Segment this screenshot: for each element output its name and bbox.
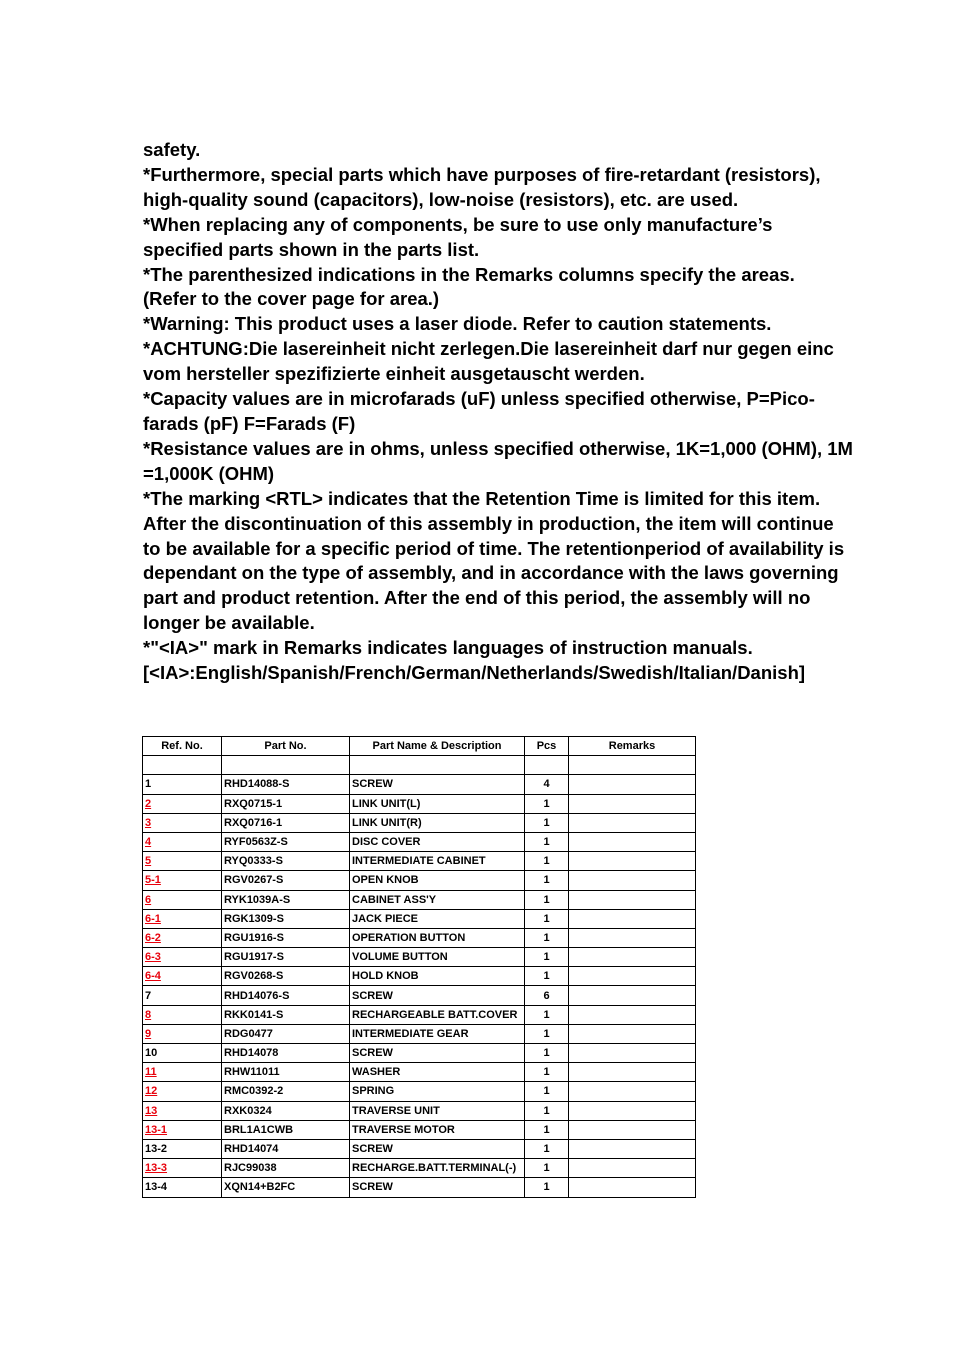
table-row — [143, 1024, 696, 1043]
cell-part-no: XQN14+B2FC — [222, 1178, 350, 1197]
cell-pcs: 1 — [525, 1044, 569, 1063]
cell-part-name: LINK UNIT(R) — [350, 813, 525, 832]
table-row — [143, 832, 696, 851]
cell-ref-no — [143, 794, 222, 813]
cell-ref-no — [143, 1082, 222, 1101]
cell-part-name: OPERATION BUTTON — [350, 928, 525, 947]
note-line: *Furthermore, special parts which have purposes of fire-retardant (resistors), — [143, 163, 821, 185]
cell-part-name: SCREW — [350, 1139, 525, 1158]
cell-part-name: INTERMEDIATE GEAR — [350, 1024, 525, 1043]
cell-pcs: 1 — [525, 832, 569, 851]
cell-ref-no — [143, 1120, 222, 1139]
note-line: *Resistance values are in ohms, unless specified otherwise, 1K=1,000 (OHM), 1M — [143, 437, 853, 459]
cell-remarks — [569, 1120, 696, 1139]
cell-part-name: RECHARGE.BATT.TERMINAL(-) — [350, 1159, 525, 1178]
cell-remarks — [569, 948, 696, 967]
cell-remarks — [569, 832, 696, 851]
cell-part-no: RHW11011 — [222, 1063, 350, 1082]
cell-part-no: RKK0141-S — [222, 1005, 350, 1024]
cell-part-no: RHD14088-S — [222, 775, 350, 794]
cell-part-name: INTERMEDIATE CABINET — [350, 852, 525, 871]
cell-part-name: SPRING — [350, 1082, 525, 1101]
note-line: (Refer to the cover page for area.) — [143, 288, 440, 310]
note-line: *Capacity values are in microfarads (uF) unless specified otherwise, P=Pico- — [143, 388, 815, 410]
cell-ref-no — [143, 1063, 222, 1082]
cell-pcs — [525, 756, 569, 775]
ref-no-link[interactable]: 8 — [145, 1008, 152, 1021]
cell-remarks — [569, 1101, 696, 1120]
table-row — [143, 1005, 696, 1024]
cell-pcs: 1 — [525, 890, 569, 909]
cell-part-no: RYF0563Z-S — [222, 832, 350, 851]
cell-part-name: TRAVERSE UNIT — [350, 1101, 525, 1120]
cell-remarks — [569, 1178, 696, 1197]
cell-remarks — [569, 813, 696, 832]
table-row — [143, 1063, 696, 1082]
cell-part-no — [222, 756, 350, 775]
note-line: =1,000K (OHM) — [143, 462, 275, 484]
note-line: dependant on the type of assembly, and in accordance with the laws governing — [143, 562, 839, 584]
cell-part-no: BRL1A1CWB — [222, 1120, 350, 1139]
cell-ref-no — [143, 928, 222, 947]
cell-ref-no: 10 — [143, 1044, 222, 1063]
cell-pcs: 4 — [525, 775, 569, 794]
table-row — [143, 967, 696, 986]
header-pcs: Pcs — [525, 737, 569, 756]
ref-no-link[interactable]: 3 — [145, 816, 152, 829]
header-part-name: Part Name & Description — [350, 737, 525, 756]
cell-remarks — [569, 1063, 696, 1082]
cell-part-no: RJC99038 — [222, 1159, 350, 1178]
cell-part-no: RGV0268-S — [222, 967, 350, 986]
ref-no-link[interactable]: 9 — [145, 1027, 152, 1040]
cell-ref-no — [143, 967, 222, 986]
cell-part-no: RYK1039A-S — [222, 890, 350, 909]
cell-ref-no: 13-4 — [143, 1178, 222, 1197]
ref-no-link[interactable]: 6-4 — [145, 970, 161, 983]
header-ref-no: Ref. No. — [143, 737, 222, 756]
notes-block — [143, 138, 883, 686]
cell-part-no: RXK0324 — [222, 1101, 350, 1120]
cell-part-name: HOLD KNOB — [350, 967, 525, 986]
cell-pcs: 1 — [525, 1120, 569, 1139]
cell-part-no: RYQ0333-S — [222, 852, 350, 871]
table-row — [143, 1101, 696, 1120]
note-line: farads (pF) F=Farads (F) — [143, 412, 356, 434]
table-row — [143, 756, 696, 775]
table-row — [143, 928, 696, 947]
table-row — [143, 948, 696, 967]
cell-remarks — [569, 871, 696, 890]
cell-part-no: RHD14078 — [222, 1044, 350, 1063]
ref-no-link[interactable]: 6-3 — [145, 951, 161, 964]
cell-part-name: OPEN KNOB — [350, 871, 525, 890]
cell-ref-no — [143, 756, 222, 775]
cell-remarks — [569, 890, 696, 909]
cell-part-name: SCREW — [350, 1178, 525, 1197]
ref-no-link[interactable]: 6-2 — [145, 931, 161, 944]
note-line: safety. — [143, 139, 201, 160]
cell-part-name: LINK UNIT(L) — [350, 794, 525, 813]
ref-no-link[interactable]: 6-1 — [145, 912, 161, 925]
note-line: *The marking <RTL> indicates that the Retention Time is limited for this item. — [143, 487, 821, 509]
cell-remarks — [569, 1005, 696, 1024]
table-row — [143, 1159, 696, 1178]
cell-part-no: RGK1309-S — [222, 909, 350, 928]
ref-no-link[interactable]: 5 — [145, 855, 152, 868]
cell-part-no: RGV0267-S — [222, 871, 350, 890]
cell-remarks — [569, 1024, 696, 1043]
cell-ref-no — [143, 909, 222, 928]
cell-pcs: 1 — [525, 1159, 569, 1178]
ref-no-link[interactable]: 4 — [145, 836, 152, 849]
cell-pcs: 1 — [525, 794, 569, 813]
table-row — [143, 909, 696, 928]
cell-pcs: 1 — [525, 909, 569, 928]
cell-part-name: VOLUME BUTTON — [350, 948, 525, 967]
cell-remarks — [569, 775, 696, 794]
cell-part-no: RHD14074 — [222, 1139, 350, 1158]
cell-remarks — [569, 1044, 696, 1063]
cell-ref-no — [143, 852, 222, 871]
cell-ref-no: 1 — [143, 775, 222, 794]
cell-pcs: 1 — [525, 1101, 569, 1120]
cell-remarks — [569, 928, 696, 947]
cell-ref-no — [143, 1101, 222, 1120]
cell-pcs: 6 — [525, 986, 569, 1005]
ref-no-link[interactable]: 5-1 — [145, 874, 161, 887]
parts-table-body — [143, 756, 696, 1197]
cell-remarks — [569, 852, 696, 871]
ref-no-link[interactable]: 13 — [145, 1104, 158, 1117]
cell-pcs: 1 — [525, 1024, 569, 1043]
cell-part-name — [350, 756, 525, 775]
cell-part-no: RXQ0715-1 — [222, 794, 350, 813]
cell-pcs: 1 — [525, 813, 569, 832]
cell-remarks — [569, 967, 696, 986]
cell-ref-no — [143, 948, 222, 967]
note-line: *Warning: This product uses a laser diode. Refer to caution statements. — [143, 313, 772, 335]
cell-part-name: RECHARGEABLE BATT.COVER — [350, 1005, 525, 1024]
header-remarks: Remarks — [569, 737, 696, 756]
cell-pcs: 1 — [525, 1139, 569, 1158]
note-line: After the discontinuation of this assembly in production, the item will continue — [143, 512, 834, 534]
table-row — [143, 813, 696, 832]
cell-ref-no — [143, 871, 222, 890]
table-row — [143, 1139, 696, 1158]
cell-part-name: SCREW — [350, 986, 525, 1005]
note-line: *The parenthesized indications in the Remarks columns specify the areas. — [143, 263, 795, 285]
ref-no-link[interactable]: 13-3 — [145, 1162, 168, 1175]
cell-remarks — [569, 1082, 696, 1101]
note-line: *When replacing any of components, be sure to use only manufacture’s — [143, 213, 773, 235]
cell-pcs: 1 — [525, 1005, 569, 1024]
cell-part-name: WASHER — [350, 1063, 525, 1082]
cell-remarks — [569, 909, 696, 928]
note-line: longer be available. — [143, 612, 315, 634]
table-row — [143, 1082, 696, 1101]
cell-pcs: 1 — [525, 1082, 569, 1101]
table-row — [143, 1120, 696, 1139]
cell-remarks — [569, 1139, 696, 1158]
cell-part-no: RXQ0716-1 — [222, 813, 350, 832]
ref-no-link[interactable]: 13-1 — [145, 1123, 168, 1136]
cell-part-name: DISC COVER — [350, 832, 525, 851]
cell-pcs: 1 — [525, 1178, 569, 1197]
cell-pcs: 1 — [525, 1063, 569, 1082]
table-row — [143, 775, 696, 794]
cell-ref-no — [143, 832, 222, 851]
cell-pcs: 1 — [525, 948, 569, 967]
cell-pcs: 1 — [525, 871, 569, 890]
cell-part-no: RMC0392-2 — [222, 1082, 350, 1101]
cell-remarks — [569, 986, 696, 1005]
cell-ref-no — [143, 1024, 222, 1043]
cell-part-no: RGU1916-S — [222, 928, 350, 947]
note-line: specified parts shown in the parts list. — [143, 238, 480, 260]
cell-part-name: SCREW — [350, 775, 525, 794]
ref-no-link[interactable]: 6 — [145, 893, 152, 906]
note-line: *ACHTUNG:Die lasereinheit nicht zerlegen.Die lasereinheit darf nur gegen einc — [143, 338, 834, 360]
cell-ref-no — [143, 890, 222, 909]
note-line: [<IA>:English/Spanish/French/German/Netherlands/Swedish/Italian/Danish] — [143, 662, 806, 684]
cell-pcs: 1 — [525, 967, 569, 986]
table-row — [143, 1178, 696, 1197]
table-row — [143, 890, 696, 909]
ref-no-link[interactable]: 12 — [145, 1085, 158, 1098]
cell-part-name: JACK PIECE — [350, 909, 525, 928]
table-row — [143, 986, 696, 1005]
table-row — [143, 871, 696, 890]
cell-ref-no: 7 — [143, 986, 222, 1005]
table-row — [143, 794, 696, 813]
table-header-row — [143, 737, 696, 756]
cell-pcs: 1 — [525, 852, 569, 871]
parts-list-table — [142, 736, 696, 1198]
note-line: to be available for a specific period of time. The retentionperiod of availability is — [143, 537, 845, 559]
cell-part-no: RDG0477 — [222, 1024, 350, 1043]
cell-ref-no — [143, 1159, 222, 1178]
note-line: vom hersteller spezifizierte einheit ausgetauscht werden. — [143, 363, 645, 385]
cell-remarks — [569, 756, 696, 775]
ref-no-link[interactable]: 11 — [145, 1066, 157, 1079]
note-line: high-quality sound (capacitors), low-noise (resistors), etc. are used. — [143, 188, 739, 210]
table-row — [143, 1044, 696, 1063]
cell-part-name: SCREW — [350, 1044, 525, 1063]
cell-part-no: RHD14076-S — [222, 986, 350, 1005]
cell-part-name: TRAVERSE MOTOR — [350, 1120, 525, 1139]
cell-remarks — [569, 794, 696, 813]
cell-part-no: RGU1917-S — [222, 948, 350, 967]
cell-part-name: CABINET ASS'Y — [350, 890, 525, 909]
table-row — [143, 852, 696, 871]
cell-ref-no — [143, 813, 222, 832]
header-part-no: Part No. — [222, 737, 350, 756]
note-line: *"<IA>" mark in Remarks indicates languages of instruction manuals. — [143, 637, 753, 659]
note-line: part and product retention. After the end of this period, the assembly will no — [143, 587, 811, 609]
cell-ref-no: 13-2 — [143, 1139, 222, 1158]
cell-ref-no — [143, 1005, 222, 1024]
ref-no-link[interactable]: 2 — [145, 797, 152, 810]
cell-pcs: 1 — [525, 928, 569, 947]
cell-remarks — [569, 1159, 696, 1178]
